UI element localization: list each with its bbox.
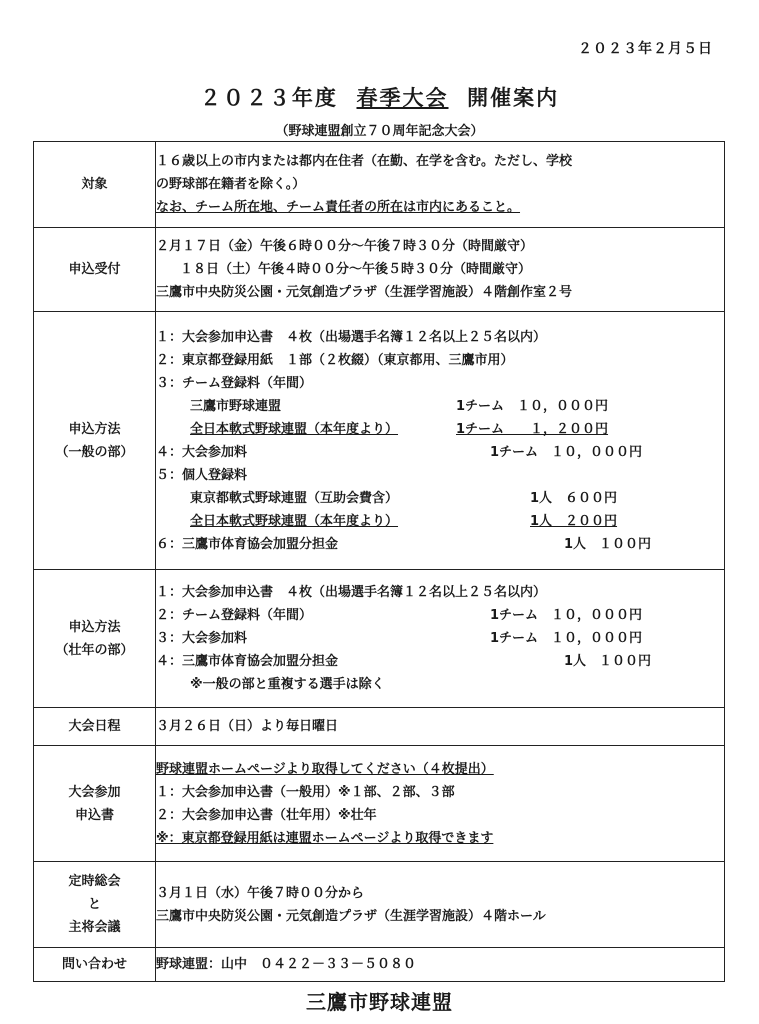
general-line-4: 三鷹市野球連盟 1チーム １０，０００円 (190, 398, 609, 414)
content-meeting (156, 862, 725, 948)
label-schedule: 大会日程 (34, 708, 156, 746)
content-schedule (156, 708, 725, 746)
content-contact (156, 948, 725, 982)
content-senior (156, 570, 725, 708)
contact-text: 野球連盟：山中 ０４２２－３３－５０８０ (156, 957, 417, 972)
general-line-8: 東京都軟式野球連盟（互助会費含） 1人 ６００円 (190, 490, 618, 506)
form-line-3: ２：大会参加申込書（壮年用）※壮年 (156, 807, 377, 823)
document-date: ２０２３年２月５日 (578, 41, 713, 57)
senior-line-1: １：大会参加申込書 ４枚（出場選手名簿１２名以上２５名以内） (156, 585, 547, 600)
target-line-2: の野球部在籍者を除く。） (156, 177, 306, 192)
senior-line-3: ３：大会参加料 1チーム １０，０００円 (156, 631, 643, 646)
reception-line-3: 三鷹市中央防災公園・元気創造プラザ（生涯学習施設）４階創作室２号 (156, 285, 573, 300)
target-line-3: なお、チーム所在地、チーム責任者の所在は市内にあること。 (156, 200, 521, 215)
title-year: ２０２３年度 (199, 86, 338, 110)
senior-line-5: ※一般の部と重複する選手は除く (190, 677, 385, 692)
general-line-3: ３：チーム登録料（年間） (156, 375, 313, 391)
label-general: 申込方法 （一般の部） (34, 312, 156, 570)
general-line-6: ４：大会参加料 1チーム １０，０００円 (156, 444, 643, 460)
row-target (34, 142, 725, 228)
document-title (0, 82, 759, 112)
title-suffix: 開催案内 (467, 86, 560, 110)
title-event: 春季大会 (356, 86, 449, 110)
row-meeting (34, 862, 725, 948)
form-line-4: ※：東京都登録用紙は連盟ホームページより取得できます (156, 830, 494, 846)
row-contact (34, 948, 725, 982)
content-target (156, 142, 725, 228)
content-form (156, 746, 725, 862)
general-line-10: ６：三鷹市体育協会加盟分担金 1人 １００円 (156, 536, 652, 552)
label-target: 対象 (34, 142, 156, 228)
label-reception: 申込受付 (34, 228, 156, 312)
document-subtitle: （野球連盟創立７０周年記念大会） (275, 124, 484, 139)
content-general (156, 312, 725, 570)
senior-line-2: ２：チーム登録料（年間） 1チーム １０，０００円 (156, 608, 643, 623)
row-senior (34, 570, 725, 708)
senior-line-4: ４：三鷹市体育協会加盟分担金 1人 １００円 (156, 654, 652, 669)
meeting-line-1: ３月１日（水）午後７時００分から (156, 885, 365, 901)
reception-line-1: ２月１７日（金）午後６時００分～午後７時３０分（時間厳守） (156, 239, 534, 254)
general-line-9: 全日本軟式野球連盟（本年度より） 1人 ２００円 (190, 513, 618, 529)
general-line-5: 全日本軟式野球連盟（本年度より） 1チーム １，２００円 (190, 421, 609, 437)
row-schedule (34, 708, 725, 746)
general-line-2: ２：東京都登録用紙 １部（２枚綴）（東京都用、三鷹市用） (156, 352, 514, 368)
general-line-1: １：大会参加申込書 ４枚（出場選手名簿１２名以上２５名以内） (156, 329, 547, 345)
meeting-line-2: 三鷹市中央防災公園・元気創造プラザ（生涯学習施設）４階ホール (156, 908, 546, 924)
label-meeting: 定時総会 と 主将会議 (34, 862, 156, 948)
row-reception (34, 228, 725, 312)
row-general (34, 312, 725, 570)
organization-name: 三鷹市野球連盟 (306, 990, 453, 1014)
general-line-7: ５：個人登録料 (156, 467, 248, 483)
label-contact: 問い合わせ (34, 948, 156, 982)
form-line-2: １：大会参加申込書（一般用）※１部、２部、３部 (156, 784, 455, 800)
label-form: 大会参加 申込書 (34, 746, 156, 862)
label-senior: 申込方法 （壮年の部） (34, 570, 156, 708)
content-reception (156, 228, 725, 312)
row-form (34, 746, 725, 862)
form-line-1: 野球連盟ホームページより取得してください（４枚提出） (156, 761, 494, 777)
target-line-1: １６歳以上の市内または都内在住者（在勤、在学を含む。ただし、学校 (156, 154, 573, 169)
reception-line-2: １８日（土）午後４時００分～午後５時３０分（時間厳守） (180, 262, 532, 277)
info-table (33, 141, 725, 982)
schedule-text: ３月２６日（日）より毎日曜日 (156, 719, 339, 734)
